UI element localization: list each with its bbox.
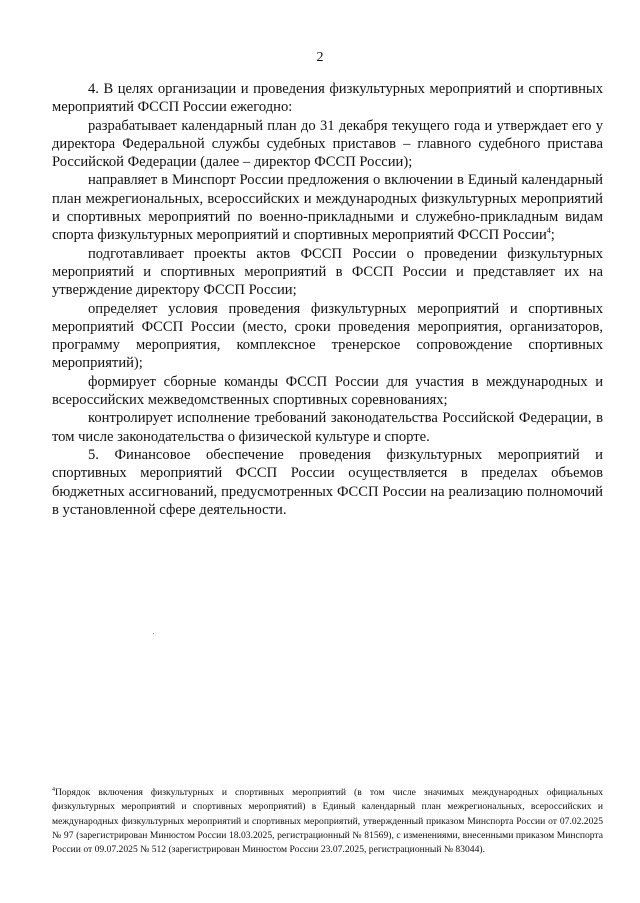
paragraph-suffix: ; (550, 227, 555, 244)
footnote-text: Порядок включения физкультурных и спортивных мероприятий (в том числе значимых международных официальных физкультурных мероприятий и спортивных мероприятий) в Единый календарный план межрегиональных, всероссийских и международных физкультурных мероприятий и спортивных мероприятий, утвержденный приказом Минспорта России от 07.02.2025 № 97 (зарегистрирован Минюстом России 18.03.2025, регистрационный № 81569), с изменениями, внесенными приказом Минспорта России от 09.07.2025 № 512 (зарегистрирован Минюстом России 23.07.2025, регистрационный № 83044). (52, 787, 603, 856)
scan-speck (153, 633, 154, 634)
paragraph-forms-teams: формирует сборные команды ФССП России для участия в международных и всероссийских межведомственных спортивных соревнованиях; (52, 373, 603, 409)
paragraph-develops-calendar-plan: разрабатывает календарный план до 31 декабря текущего года и утверждает его у директора Федеральной службы судебных приставов – главного судебного пристава Российской Федерации (далее – директор ФССП России); (52, 117, 603, 171)
paragraph-item-5: 5. Финансовое обеспечение проведения физкультурных мероприятий и спортивных мероприятий ФССП России осуществляется в пределах объемов бюджетных ассигнований, предусмотренных ФССП России на реализацию полномочий в установленной сфере деятельности. (52, 446, 603, 518)
paragraph-controls-compliance: контролирует исполнение требований законодательства Российской Федерации, в том числе законодательства о физической культуре и спорте. (52, 410, 603, 445)
footnote (52, 786, 603, 857)
paragraph-sends-proposals-text: направляет в Минспорт России предложения о включении в Единый календарный план межрегиональных, всероссийских и международных физкультурных мероприятий и спортивных мероприятий по военно-прикладными и служебно-прикладным видам спорта физкультурных мероприятий и спортивных мероприятий ФССП России (52, 172, 603, 244)
document-body (52, 80, 603, 519)
footnote-marker: 4 (52, 786, 55, 793)
paragraph-sends-proposals (52, 171, 603, 244)
paragraph-prepares-drafts: подготавливает проекты актов ФССП России о проведении физкультурных мероприятий и спортивных мероприятий в ФССП России и представляет их на утверждение директору ФССП России; (52, 245, 603, 299)
footnote-paragraph (52, 786, 603, 857)
page-number: 2 (316, 50, 324, 65)
paragraph-item-4: 4. В целях организации и проведения физкультурных мероприятий и спортивных мероприятий ФССП России ежегодно: (52, 81, 603, 116)
paragraph-defines-conditions: определяет условия проведения физкультурных мероприятий и спортивных мероприятий ФССП России (место, сроки проведения мероприятия, организаторов, программу мероприятия, комплексное тренерское сопровождение спортивных мероприятий); (52, 300, 603, 372)
footnote-reference: 4 (546, 226, 551, 236)
